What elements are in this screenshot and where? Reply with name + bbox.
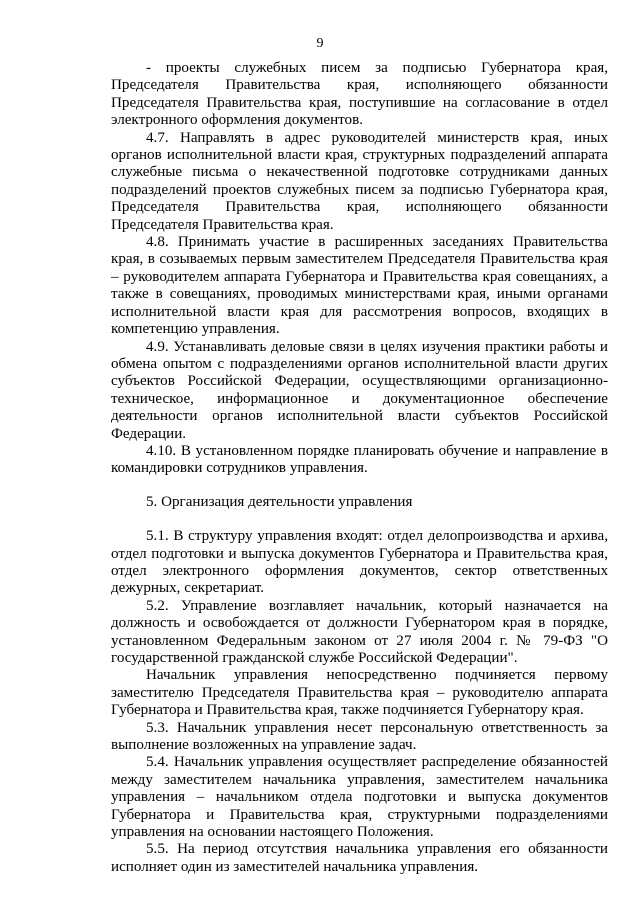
document-body: [111, 60, 608, 876]
paragraph-4-7: 4.7. Направлять в адрес руководителей министерств края, иных органов исполнительной власти края, структурных подразделений аппарата служебные письма о некачественной подготовке сотрудниками данных подразделений проектов служебных писем за подписью Губернатора края, Председателя Правительства края, исполняющего обязанности Председателя Правительства края.: [111, 129, 608, 233]
paragraph-draft-letters: - проекты служебных писем за подписью Губернатора края, Председателя Правительства края, исполняющего обязанности Председателя Правительства края, поступившие на согласование в отдел электронного оформления документов.: [111, 60, 608, 129]
paragraph-4-8: 4.8. Принимать участие в расширенных заседаниях Правительства края, в созываемых первым заместителем Председателя Правительства края – руководителем аппарата Губернатора и Правительства края совещаниях, а также в совещаниях, проводимых министерствами края, иными органами исполнительной власти края для рассмотрения вопросов, входящих в компетенцию управления.: [111, 234, 608, 338]
paragraph-4-10: 4.10. В установленном порядке планировать обучение и направление в командировки сотрудников управления.: [111, 442, 608, 477]
paragraph-5-4: 5.4. Начальник управления осуществляет распределение обязанностей между заместителем начальника управления, заместителем начальника управления – начальником отдела подготовки и выпуска документов Губернатора и Правительства края, структурными подразделениями управления на основании настоящего Положения.: [111, 754, 608, 841]
section-heading-5: 5. Организация деятельности управления: [146, 493, 413, 510]
page-number: 9: [316, 36, 324, 51]
paragraph-5-3: 5.3. Начальник управления несет персональную ответственность за выполнение возложенных на управление задач.: [111, 719, 608, 754]
paragraph-5-1: 5.1. В структуру управления входят: отдел делопроизводства и архива, отдел подготовки и выпуска документов Губернатора и Правительства края, отдел электронного оформления документов, сектор ответственных дежурных, секретариат.: [111, 528, 608, 597]
paragraph-4-9: 4.9. Устанавливать деловые связи в целях изучения практики работы и обмена опытом с подразделениями органов исполнительной власти других субъектов Российской Федерации, осуществляющими организационно-техническое, информационное и документационное обеспечение деятельности органов исполнительной власти субъектов Российской Федерации.: [111, 338, 608, 442]
paragraph-5-2: 5.2. Управление возглавляет начальник, который назначается на должность и освобождается от должности Губернатором края в порядке, установленном Федеральным законом от 27 июля 2004 г. № 79-ФЗ "О государственной гражданской службе Российской Федерации".: [111, 597, 608, 666]
paragraph-5-5: 5.5. На период отсутствия начальника управления его обязанности исполняет один из заместителей начальника управления.: [111, 841, 608, 875]
paragraph-head-subordination: Начальник управления непосредственно подчиняется первому заместителю Председателя Правительства края – руководителю аппарата Губернатора и Правительства края, также подчиняется Губернатору края.: [111, 667, 608, 719]
